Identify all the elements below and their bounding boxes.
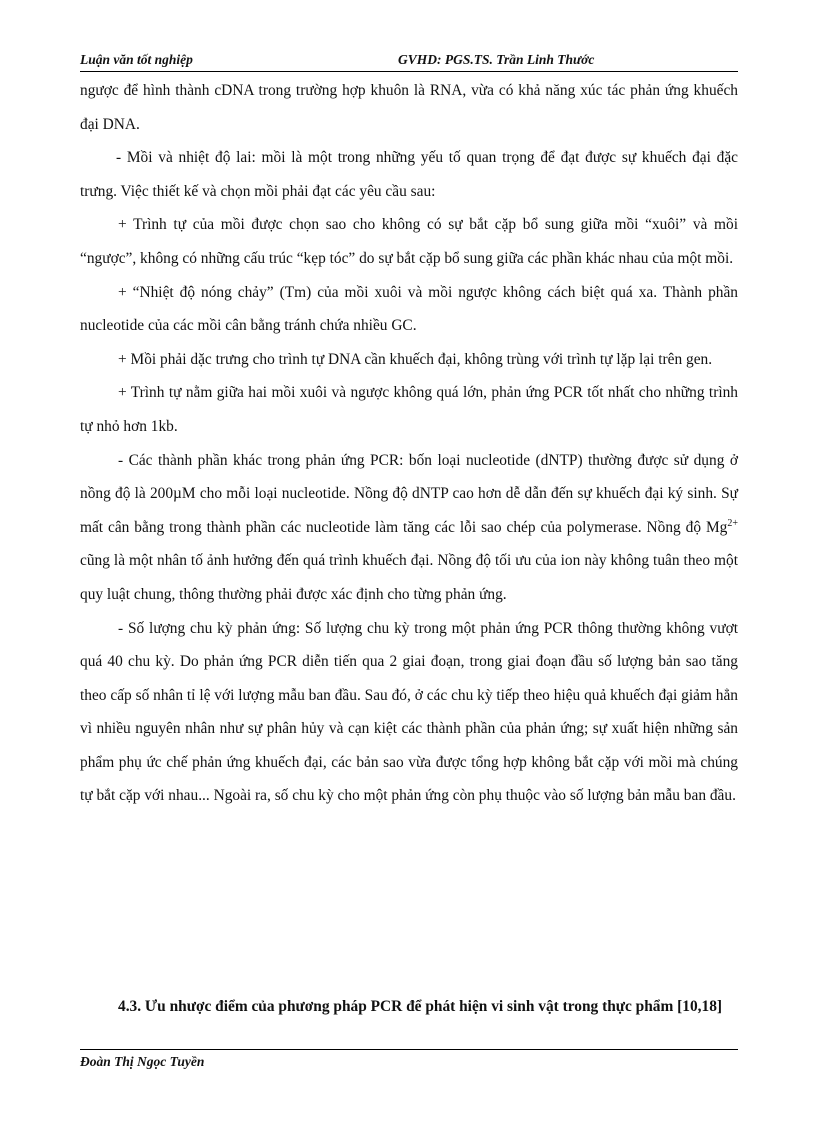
paragraph-primer-temperature: - Mồi và nhiệt độ lai: mồi là một trong những yếu tố quan trọng để đạt được sự khuếch đại đặc trưng. Việc thiết kế và chọn mồi phải đạt các yêu cầu sau: (80, 149, 738, 200)
paragraph-primer-requirement-2: + “Nhiệt độ nóng chảy” (Tm) của mồi xuôi và mồi ngược không cách biệt quá xa. Thành phần nucleotide của các mồi cân bằng tránh chứa nhiều GC. (80, 283, 738, 335)
header-advisor: GVHD: PGS.TS. Trần Linh Thước (398, 52, 595, 67)
header-rule (80, 71, 738, 72)
page-header (80, 52, 738, 72)
header-thesis-title: Luận văn tốt nghiệp (80, 52, 193, 67)
footer-author: Đoàn Thị Ngọc Tuyền (80, 1054, 205, 1069)
paragraph-other-components (80, 444, 738, 612)
section-heading (80, 990, 738, 1024)
section-heading-text: 4.3. Ưu nhược điểm của phương pháp PCR để phát hiện vi sinh vật trong thực phẩm [10,18] (118, 998, 723, 1015)
footer-rule (80, 1049, 738, 1050)
paragraph-cycle-count: - Số lượng chu kỳ phản ứng: Số lượng chu kỳ trong một phản ứng PCR thông thường không vượt quá 40 chu kỳ. Do phản ứng PCR diễn tiến qua 2 giai đoạn, trong giai đoạn đầu số lượng bản sao tăng theo cấp số nhân tỉ lệ với lượng mẫu ban đầu. Sau đó, ở các chu kỳ tiếp theo hiệu quả khuếch đại giảm hẳn vì nhiều nguyên nhân như sự phân hủy và cạn kiệt các thành phần của phản ứng; sự xuất hiện những sản phẩm phụ ức chế phản ứng khuếch đại, các bản sao vừa được tổng hợp không bắt cặp với mồi mà chúng tự bắt cặp với nhau... Ngoài ra, số chu kỳ cho một phản ứng còn phụ thuộc vào số lượng bản mẫu ban đầu. (80, 619, 738, 805)
paragraph-other-components-part-a: - Các thành phần khác trong phản ứng PCR: bốn loại nucleotide (dNTP) thường được sử dụng ở nồng độ là 200µM cho mỗi loại nucleotide. Nồng độ dNTP cao hơn dễ dẫn đến sự khuếch đại ký sinh. Sự mất cân bằng trong thành phần các nucleotide làm tăng các lỗi sao chép của polymerase. Nồng độ Mg (80, 451, 738, 536)
paragraph-primer-requirement-3: + Mồi phải dặc trưng cho trình tự DNA cần khuếch đại, không trùng với trình tự lặp lại trên gen. (118, 350, 713, 368)
paragraph-1: ngược để hình thành cDNA trong trường hợp khuôn là RNA, vừa có khả năng xúc tác phản ứng khuếch đại DNA. (80, 82, 738, 133)
mg-charge-superscript: 2+ (727, 517, 738, 529)
body-text (80, 74, 738, 813)
paragraph-primer-requirement-1: + Trình tự của mồi được chọn sao cho không có sự bắt cặp bổ sung giữa mồi “xuôi” và mồi “ngược”, không có những cấu trúc “kẹp tóc” do sự bắt cặp bổ sung giữa các phần khác nhau của một mồi. (80, 216, 738, 267)
paragraph-primer-requirement-4: + Trình tự nằm giữa hai mồi xuôi và ngược không quá lớn, phản ứng PCR tốt nhất cho những trình tự nhỏ hơn 1kb. (80, 384, 738, 435)
paragraph-other-components-part-b: cũng là một nhân tố ảnh hưởng đến quá trình khuếch đại. Nồng độ tối ưu của ion này không tuân theo một quy luật chung, thông thường phải được xác định cho từng phản ứng. (80, 552, 738, 603)
